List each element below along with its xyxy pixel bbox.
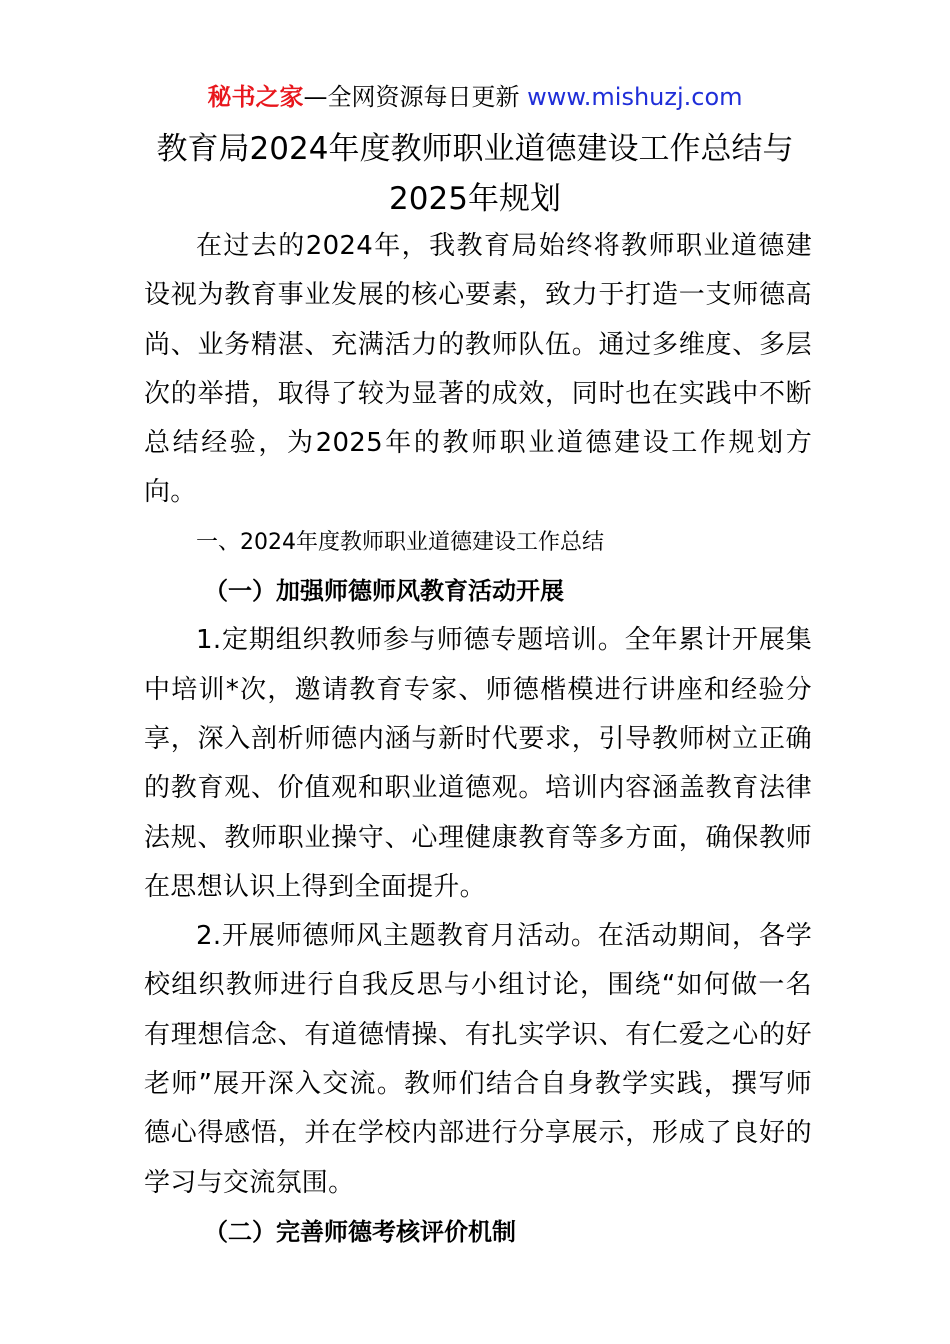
paragraph-1: 1.定期组织教师参与师德专题培训。全年累计开展集中培训*次，邀请教育专家、师德楷模进行讲座和经验分享，深入剖析师德内涵与新时代要求，引导教师树立正确的教育观、价值观和职业道德观。培训内容涵盖教育法律法规、教师职业操守、心理健康教育等多方面，确保教师在思想认识上得到全面提升。 — [144, 625, 812, 902]
paragraph-2: 2.开展师德师风主题教育月活动。在活动期间，各学校组织教师进行自我反思与小组讨论，围绕“如何做一名有理想信念、有道德情操、有扎实学识、有仁爱之心的好老师”展开深入交流。教师们结合自身教学实践，撰写师德心得感悟，并在学校内部进行分享展示，形成了良好的学习与交流氛围。 — [144, 921, 812, 1198]
subsection-heading-1: （一）加强师德师风教育活动开展 — [204, 577, 564, 606]
document-body — [144, 222, 812, 1257]
header-tagline: —全网资源每日更新 — [303, 83, 528, 111]
document-title — [100, 124, 850, 224]
section-heading-1: 一、2024年度教师职业道德建设工作总结 — [196, 529, 604, 555]
title-line-1: 教育局2024年度教师职业道德建设工作总结与 — [156, 131, 794, 167]
intro-paragraph: 在过去的2024年，我教育局始终将教师职业道德建设视为教育事业发展的核心要素，致力于打造一支师德高尚、业务精湛、充满活力的教师队伍。通过多维度、多层次的举措，取得了较为显著的成效，同时也在实践中不断总结经验，为2025年的教师职业道德建设工作规划方向。 — [144, 231, 812, 508]
site-header — [0, 80, 950, 114]
site-url-link[interactable]: www.mishuzj.com — [527, 83, 743, 111]
title-line-2: 2025年规划 — [389, 181, 561, 217]
subsection-heading-2: （二）完善师德考核评价机制 — [204, 1217, 516, 1246]
brand-name[interactable]: 秘书之家 — [207, 83, 304, 111]
